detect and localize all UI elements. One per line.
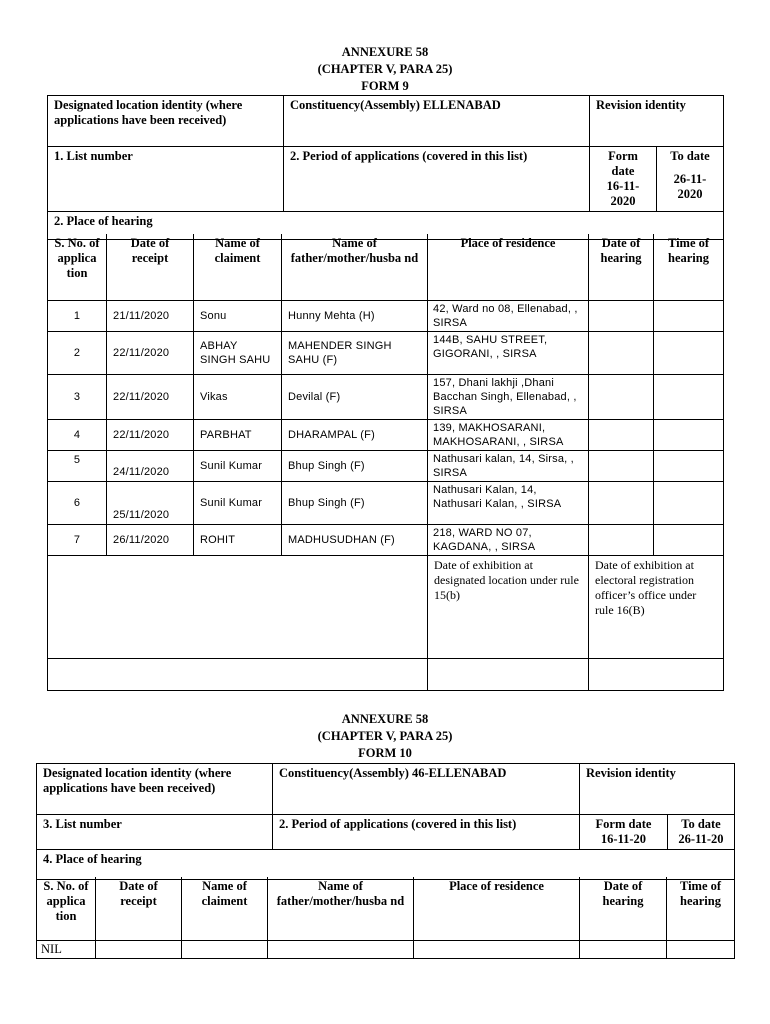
cell-hearing-time — [654, 450, 724, 481]
cell-date: 25/11/2020 — [107, 481, 194, 524]
form9-heading — [0, 44, 770, 95]
form9-to-date — [657, 147, 724, 212]
col-date-receipt: Date of receipt — [96, 877, 182, 940]
table-row — [37, 940, 735, 958]
form10-form-date — [580, 815, 668, 850]
cell-name: ABHAY SINGH SAHU — [194, 331, 282, 374]
cell-residence: Nathusari kalan, 14, Sirsa, , SIRSA — [428, 450, 589, 481]
form9-constituency: Constituency(Assembly) ELLENABAD — [284, 96, 590, 147]
table-row — [48, 374, 724, 419]
cell-sno: 3 — [48, 374, 107, 419]
form9-list-number: 1. List number — [48, 147, 284, 212]
cell-sno: 4 — [48, 419, 107, 450]
form9-chapter: (CHAPTER V, PARA 25) — [317, 62, 453, 76]
cell-empty — [414, 940, 580, 958]
form9-period: 2. Period of applications (covered in this list) — [284, 147, 590, 212]
col-residence: Place of residence — [414, 877, 580, 940]
col-time-hearing: Time of hearing — [667, 877, 735, 940]
form10-to-date-label: To date — [681, 817, 721, 831]
cell-empty — [182, 940, 268, 958]
col-sno: S. No. of applica tion — [48, 234, 107, 300]
cell-date: 22/11/2020 — [107, 419, 194, 450]
form9-claims-table — [47, 234, 724, 691]
form10-form-date-label: Form date — [595, 817, 652, 831]
cell-empty — [268, 940, 414, 958]
form9-to-date-label: To date — [670, 149, 710, 163]
cell-hearing-date — [589, 481, 654, 524]
form9-column-headers — [48, 234, 724, 300]
col-relative: Name of father/mother/husba nd — [268, 877, 414, 940]
table-row — [48, 481, 724, 524]
col-date-hearing: Date of hearing — [580, 877, 667, 940]
cell-date: 24/11/2020 — [107, 450, 194, 481]
cell-residence: Nathusari Kalan, 14, Nathusari Kalan, , SIRSA — [428, 481, 589, 524]
table-row — [48, 450, 724, 481]
cell-name: PARBHAT — [194, 419, 282, 450]
cell-hearing-time — [654, 331, 724, 374]
table-row — [48, 419, 724, 450]
table-row — [48, 300, 724, 331]
cell-sno: 5 — [48, 450, 107, 481]
form10-designated-location: Designated location identity (where applications have been received) — [37, 764, 273, 815]
form9-blank-cell — [48, 555, 428, 658]
cell-hearing-date — [589, 450, 654, 481]
cell-hearing-date — [589, 300, 654, 331]
col-claimant: Name of claiment — [194, 234, 282, 300]
cell-sno: 6 — [48, 481, 107, 524]
form9-form-date-label: Form date — [608, 149, 638, 178]
col-residence: Place of residence — [428, 234, 589, 300]
form9-to-date-value: 26-11-2020 — [673, 172, 707, 201]
form10-revision-identity: Revision identity — [580, 764, 735, 815]
table-row — [48, 524, 724, 555]
cell-date: 26/11/2020 — [107, 524, 194, 555]
form9-exhibition-ero-date — [589, 658, 724, 690]
col-time-hearing: Time of hearing — [654, 234, 724, 300]
form10-to-date — [668, 815, 735, 850]
form10-period: 2. Period of applications (covered in this list) — [273, 815, 580, 850]
form10-form-date-value: 16-11-20 — [600, 832, 647, 846]
form9-form-date-value: 16-11-2020 — [606, 179, 640, 208]
form9-exhibition-date-row — [48, 658, 724, 690]
cell-relative: Bhup Singh (F) — [282, 450, 428, 481]
form9-designated-location: Designated location identity (where applications have been received) — [48, 96, 284, 147]
cell-residence: 157, Dhani lakhji ,Dhani Bacchan Singh, Ellenabad, , SIRSA — [428, 374, 589, 419]
cell-hearing-time — [654, 524, 724, 555]
form9-exhibition-designated-date — [428, 658, 589, 690]
col-sno: S. No. of applica tion — [37, 877, 96, 940]
form9-exhibition-row — [48, 555, 724, 658]
form10-header-table — [36, 763, 735, 880]
cell-name: Vikas — [194, 374, 282, 419]
cell-empty — [667, 940, 735, 958]
form10-constituency: Constituency(Assembly) 46-ELLENABAD — [273, 764, 580, 815]
cell-sno: 2 — [48, 331, 107, 374]
cell-residence: 139, MAKHOSARANI, MAKHOSARANI, , SIRSA — [428, 419, 589, 450]
cell-hearing-time — [654, 374, 724, 419]
form10-list-number: 3. List number — [37, 815, 273, 850]
cell-relative: DHARAMPAL (F) — [282, 419, 428, 450]
col-claimant: Name of claiment — [182, 877, 268, 940]
cell-relative: Bhup Singh (F) — [282, 481, 428, 524]
cell-name: Sunil Kumar — [194, 450, 282, 481]
form9-title: FORM 9 — [361, 79, 409, 93]
col-date-receipt: Date of receipt — [107, 234, 194, 300]
form9-header-table — [47, 95, 724, 240]
cell-residence: 42, Ward no 08, Ellenabad, , SIRSA — [428, 300, 589, 331]
cell-hearing-date — [589, 331, 654, 374]
cell-residence: 144B, SAHU STREET, GIGORANI, , SIRSA — [428, 331, 589, 374]
form10-annexure: ANNEXURE 58 — [341, 712, 429, 726]
cell-sno: 7 — [48, 524, 107, 555]
form9-revision-identity: Revision identity — [590, 96, 724, 147]
cell-name: Sonu — [194, 300, 282, 331]
cell-date: 22/11/2020 — [107, 331, 194, 374]
cell-relative: MAHENDER SINGH SAHU (F) — [282, 331, 428, 374]
form10-to-date-value: 26-11-20 — [678, 832, 724, 846]
cell-relative: Devilal (F) — [282, 374, 428, 419]
cell-hearing-date — [589, 419, 654, 450]
col-relative: Name of father/mother/husba nd — [282, 234, 428, 300]
form10-title: FORM 10 — [358, 746, 412, 760]
form9-blank-cell — [48, 658, 428, 690]
cell-date: 21/11/2020 — [107, 300, 194, 331]
col-date-hearing: Date of hearing — [589, 234, 654, 300]
cell-name: ROHIT — [194, 524, 282, 555]
table-row — [48, 331, 724, 374]
cell-nil: NIL — [37, 940, 96, 958]
cell-name: Sunil Kumar — [194, 481, 282, 524]
form9-exhibition-designated: Date of exhibition at designated location under rule 15(b) — [428, 555, 589, 658]
form9-annexure: ANNEXURE 58 — [341, 45, 429, 59]
form10-column-headers — [37, 877, 735, 940]
cell-hearing-time — [654, 481, 724, 524]
cell-hearing-date — [589, 524, 654, 555]
cell-hearing-time — [654, 419, 724, 450]
cell-relative: Hunny Mehta (H) — [282, 300, 428, 331]
cell-empty — [580, 940, 667, 958]
form10-chapter: (CHAPTER V, PARA 25) — [317, 729, 453, 743]
form10-claims-table — [36, 877, 735, 959]
cell-date: 22/11/2020 — [107, 374, 194, 419]
form10-place-of-hearing: 4. Place of hearing — [37, 850, 735, 880]
form10-heading — [0, 711, 770, 762]
cell-sno: 1 — [48, 300, 107, 331]
form9-form-date — [590, 147, 657, 212]
cell-relative: MADHUSUDHAN (F) — [282, 524, 428, 555]
form9-exhibition-ero: Date of exhibition at electoral registration officer’s office under rule 16(B) — [589, 555, 724, 658]
cell-residence: 218, WARD NO 07, KAGDANA, , SIRSA — [428, 524, 589, 555]
cell-hearing-time — [654, 300, 724, 331]
cell-empty — [96, 940, 182, 958]
form9-place-of-hearing: 2. Place of hearing — [48, 212, 724, 240]
cell-hearing-date — [589, 374, 654, 419]
